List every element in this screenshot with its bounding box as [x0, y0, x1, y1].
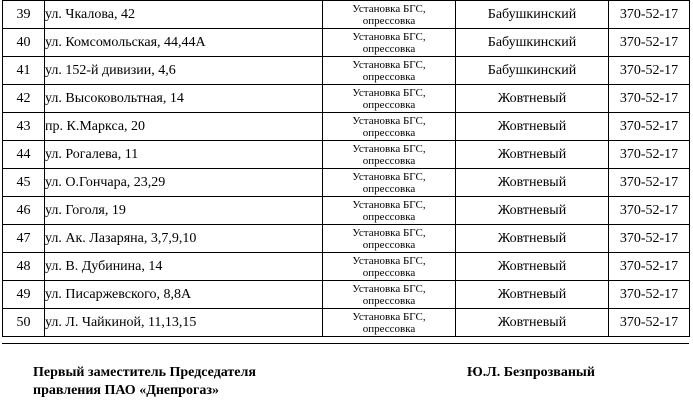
row-district: Бабушкинский: [456, 29, 609, 57]
table-row: [3, 113, 690, 141]
work-type-line1: Установка БГС,: [352, 254, 426, 267]
row-phone: 370-52-17: [609, 309, 690, 337]
row-number: 49: [3, 281, 45, 309]
work-type-line1: Установка БГС,: [352, 282, 426, 295]
signatory-title: [33, 364, 256, 400]
work-type-line1: Установка БГС,: [352, 170, 426, 183]
work-type-line1: Установка БГС,: [352, 114, 426, 127]
row-work-type: [323, 57, 456, 85]
table-row: [3, 281, 690, 309]
row-work-type: [323, 1, 456, 29]
row-phone: 370-52-17: [609, 281, 690, 309]
table-row: [3, 309, 690, 337]
signatory-title-line1: Первый заместитель Председателя: [33, 365, 256, 380]
row-district: Жовтневый: [456, 281, 609, 309]
row-district: Жовтневый: [456, 169, 609, 197]
row-work-type: [323, 253, 456, 281]
row-work-type: [323, 141, 456, 169]
work-type-line1: Установка БГС,: [352, 142, 426, 155]
row-district: Жовтневый: [456, 141, 609, 169]
signatory-name: Ю.Л. Безпрозваный: [467, 365, 595, 380]
table-row: [3, 169, 690, 197]
row-work-type: [323, 29, 456, 57]
row-number: 43: [3, 113, 45, 141]
row-phone: 370-52-17: [609, 197, 690, 225]
work-type-line2: опрессовка: [362, 126, 416, 139]
table-row: [3, 85, 690, 113]
row-phone: 370-52-17: [609, 169, 690, 197]
work-type-line1: Установка БГС,: [352, 310, 426, 323]
table-row: [3, 197, 690, 225]
work-type-line1: Установка БГС,: [352, 86, 426, 99]
row-address: ул. Комсомольская, 44,44А: [45, 29, 323, 57]
row-address: ул. Гоголя, 19: [45, 197, 323, 225]
row-address: ул. Высоковольтная, 14: [45, 85, 323, 113]
work-type-line2: опрессовка: [362, 154, 416, 167]
signatory-title-line2: правления ПАО «Днепрогаз»: [33, 383, 219, 398]
work-type-line2: опрессовка: [362, 266, 416, 279]
work-type-line1: Установка БГС,: [352, 58, 426, 71]
row-phone: 370-52-17: [609, 141, 690, 169]
table-row: [3, 1, 690, 29]
row-phone: 370-52-17: [609, 113, 690, 141]
row-address: ул. Чкалова, 42: [45, 1, 323, 29]
row-phone: 370-52-17: [609, 1, 690, 29]
row-phone: 370-52-17: [609, 57, 690, 85]
work-type-line2: опрессовка: [362, 210, 416, 223]
row-phone: 370-52-17: [609, 225, 690, 253]
work-type-line1: Установка БГС,: [352, 2, 426, 15]
row-number: 50: [3, 309, 45, 337]
work-type-line2: опрессовка: [362, 322, 416, 335]
row-address: ул. Писаржевского, 8,8А: [45, 281, 323, 309]
row-work-type: [323, 197, 456, 225]
work-type-line2: опрессовка: [362, 294, 416, 307]
row-district: Бабушкинский: [456, 1, 609, 29]
work-type-line2: опрессовка: [362, 98, 416, 111]
row-work-type: [323, 309, 456, 337]
row-district: Бабушкинский: [456, 57, 609, 85]
row-work-type: [323, 169, 456, 197]
work-type-line1: Установка БГС,: [352, 226, 426, 239]
row-work-type: [323, 85, 456, 113]
work-type-line1: Установка БГС,: [352, 198, 426, 211]
schedule-table: [2, 0, 690, 337]
work-type-line1: Установка БГС,: [352, 30, 426, 43]
row-number: 44: [3, 141, 45, 169]
table-row: [3, 29, 690, 57]
row-address: ул. В. Дубинина, 14: [45, 253, 323, 281]
work-type-line2: опрессовка: [362, 182, 416, 195]
table-row: [3, 141, 690, 169]
row-district: Жовтневый: [456, 113, 609, 141]
row-address: ул. 152-й дивизии, 4,6: [45, 57, 323, 85]
row-address: ул. О.Гончара, 23,29: [45, 169, 323, 197]
row-number: 48: [3, 253, 45, 281]
row-phone: 370-52-17: [609, 253, 690, 281]
row-district: Жовтневый: [456, 253, 609, 281]
table-row: [3, 225, 690, 253]
row-phone: 370-52-17: [609, 29, 690, 57]
row-district: Жовтневый: [456, 309, 609, 337]
row-phone: 370-52-17: [609, 85, 690, 113]
row-district: Жовтневый: [456, 225, 609, 253]
table-row: [3, 57, 690, 85]
row-number: 46: [3, 197, 45, 225]
row-number: 40: [3, 29, 45, 57]
row-address: ул. Рогалева, 11: [45, 141, 323, 169]
row-address: пр. К.Маркса, 20: [45, 113, 323, 141]
schedule-table-body: [3, 1, 690, 337]
work-type-line2: опрессовка: [362, 70, 416, 83]
row-address: ул. Л. Чайкиной, 11,13,15: [45, 309, 323, 337]
row-number: 41: [3, 57, 45, 85]
row-number: 39: [3, 1, 45, 29]
row-number: 42: [3, 85, 45, 113]
row-number: 45: [3, 169, 45, 197]
row-work-type: [323, 225, 456, 253]
separator-line: [2, 343, 689, 344]
work-type-line2: опрессовка: [362, 14, 416, 27]
row-address: ул. Ак. Лазаряна, 3,7,9,10: [45, 225, 323, 253]
row-work-type: [323, 281, 456, 309]
row-district: Жовтневый: [456, 197, 609, 225]
row-district: Жовтневый: [456, 85, 609, 113]
row-number: 47: [3, 225, 45, 253]
work-type-line2: опрессовка: [362, 238, 416, 251]
work-type-line2: опрессовка: [362, 42, 416, 55]
table-row: [3, 253, 690, 281]
row-work-type: [323, 113, 456, 141]
